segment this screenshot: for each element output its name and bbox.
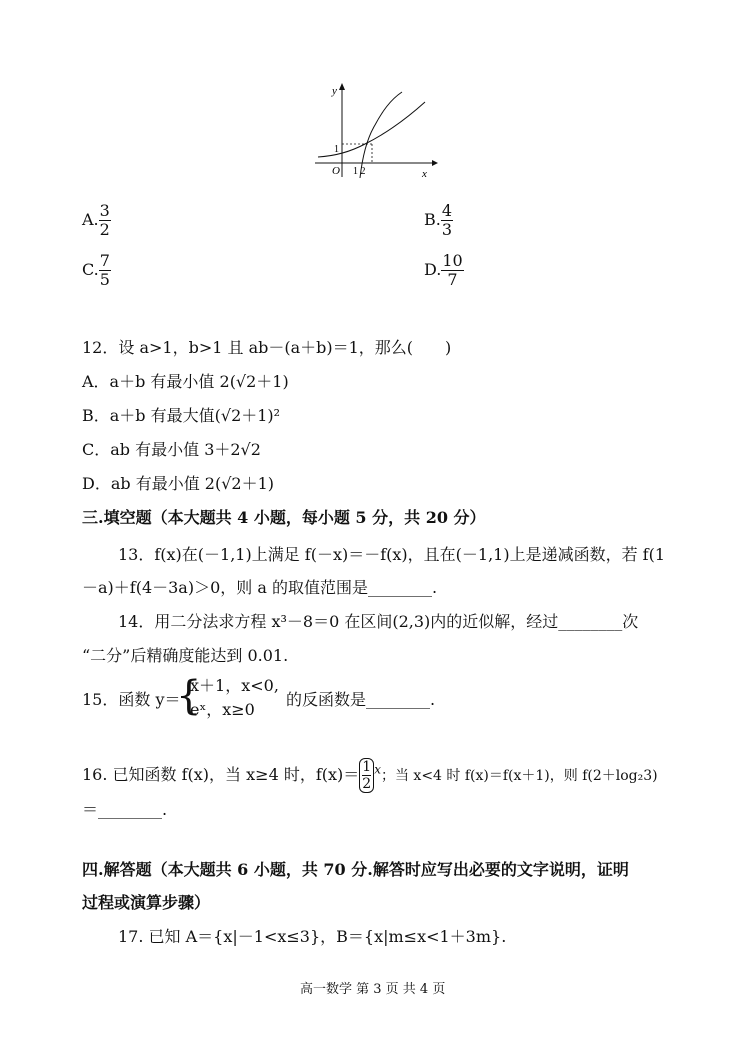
section4-heading-line2: 过程或演算步骤） [82, 893, 211, 912]
q15-suffix: 的反函数是________. [286, 690, 436, 709]
q14-line2: “二分”后精确度能达到 0.01. [82, 646, 289, 665]
graph-x-label: x [422, 168, 427, 180]
q11-option-a: A. $\frac{3}{2}$ [82, 201, 110, 239]
q15-case1: x＋1，x<0, [190, 676, 279, 695]
graph-origin-label: O [332, 165, 340, 177]
section3-heading: 三.填空题（本大题共 4 小题，每小题 5 分，共 20 分） [82, 508, 486, 527]
q16-fraction: $\frac{1}{2}$ [359, 758, 374, 793]
q11-option-b: B. $\frac{4}{3}$ [424, 201, 453, 239]
graph-x-ticks: 1 2 [353, 166, 366, 177]
q16-line2: ＝________. [82, 800, 168, 819]
q14-line1: 14．用二分法求方程 x³－8＝0 在区间(2,3)内的近似解，经过________次 [118, 612, 639, 631]
q15-case2: eˣ，x≥0 [190, 700, 255, 719]
page-footer: 高一数学 第 3 页 共 4 页 [300, 982, 446, 997]
function-graph [310, 80, 440, 180]
q16-line1: 16. 已知函数 f(x)，当 x≥4 时，f(x)＝ $\frac{1}{2}$ $^x$；当 x<4 时 f(x)＝f(x＋1)，则 f(2＋log₂3) [82, 759, 658, 792]
brace-icon: { [176, 673, 202, 719]
q11-option-d: D. $\frac{10}{7}$ [424, 251, 463, 289]
x-axis-arrow [432, 160, 438, 166]
graph-y-tick: 1 [334, 144, 339, 155]
q17: 17. 已知 A＝{x|－1<x≤3}，B＝{x|m≤x<1＋3m}. [118, 927, 507, 946]
q12-option-d: D．ab 有最小值 2(√2＋1) [82, 474, 275, 493]
q11-option-c: C. $\frac{7}{5}$ [82, 251, 110, 289]
q13-line1: 13．f(x)在(－1,1)上满足 f(－x)＝－f(x)，且在(－1,1)上是递减函数，若 f(1 [118, 545, 666, 564]
q12-stem: 12．设 a>1，b>1 且 ab－(a＋b)＝1，那么( ) [82, 338, 452, 357]
graph-y-label: y [332, 85, 337, 97]
q12-option-c: C．ab 有最小值 3＋2√2 [82, 440, 261, 459]
section4-heading-line1: 四.解答题（本大题共 6 小题，共 70 分.解答时应写出必要的文字说明，证明 [82, 860, 629, 879]
q12-option-b: B．a＋b 有最大值(√2＋1)² [82, 406, 281, 425]
y-axis-arrow [339, 83, 345, 90]
q13-line2: －a)＋f(4－3a)＞0，则 a 的取值范围是________. [82, 578, 438, 597]
q12-option-a: A．a＋b 有最小值 2(√2＋1) [82, 372, 289, 391]
q15-prefix: 15．函数 y＝ [82, 690, 181, 709]
